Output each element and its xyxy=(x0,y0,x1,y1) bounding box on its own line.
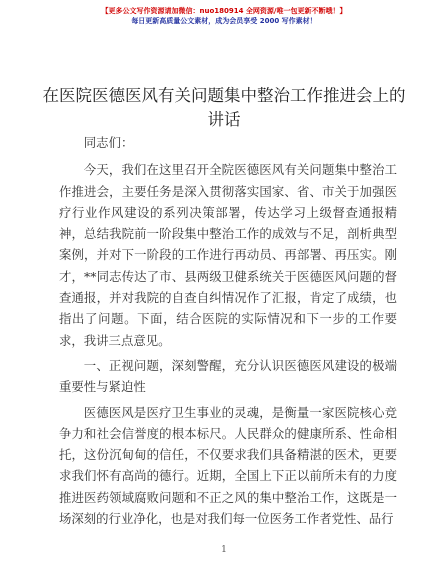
promo-banner xyxy=(0,6,448,27)
page-number: 1 xyxy=(221,545,227,555)
section-heading: 一、正视问题，深刻警醒，充分认识医德医风建设的极端重要性与紧迫性 xyxy=(59,357,397,395)
promo-line-2: 每日更新高质量公文素材，成为会员享受 2000 写作素材！ xyxy=(131,17,317,25)
document-title: 在医院医德医风有关问题集中整治工作推进会上的讲话 xyxy=(42,86,406,129)
document-body xyxy=(59,132,397,529)
paragraph: 今天，我们在这里召开全院医德医风有关问题集中整治工作推进会，主要任务是深入贯彻落实国家、省、市关于加强医疗行业作风建设的系列决策部署，传达学习上级督查通报精神，总结我院前一阶段集中整治工作的成效与不足，剖析典型案例，并对下一阶段的工作进行再动员、再部署、再压实。刚才，**同志传达了市、县两级卫健系统关于医德医风问题的督查通报，并对我院的自查自纠情况作了汇报，肯定了成绩，也指出了问题。下面，结合医院的实际情况和下一步的工作要求，我讲三点意见。 xyxy=(59,162,397,348)
promo-line-1: 【更多公文写作资源请加微信：nuo180914 全网资源/唯一包更新不断哦！】 xyxy=(101,7,347,15)
salutation: 同志们： xyxy=(83,135,134,150)
paragraph: 医德医风是医疗卫生事业的灵魂，是衡量一家医院核心竞争力和社会信誉度的根本标尺。人民群众的健康所系、性命相托，这份沉甸甸的信任，不仅要求我们具备精湛的医术，更要求我们怀有高尚的德行。近期，全国上下正以前所未有的力度推进医药领域腐败问题和不正之风的集中整治工作，这既是一场深刻的行业净化，也是对我们每一位医务工作者党性、品行 xyxy=(59,404,397,527)
